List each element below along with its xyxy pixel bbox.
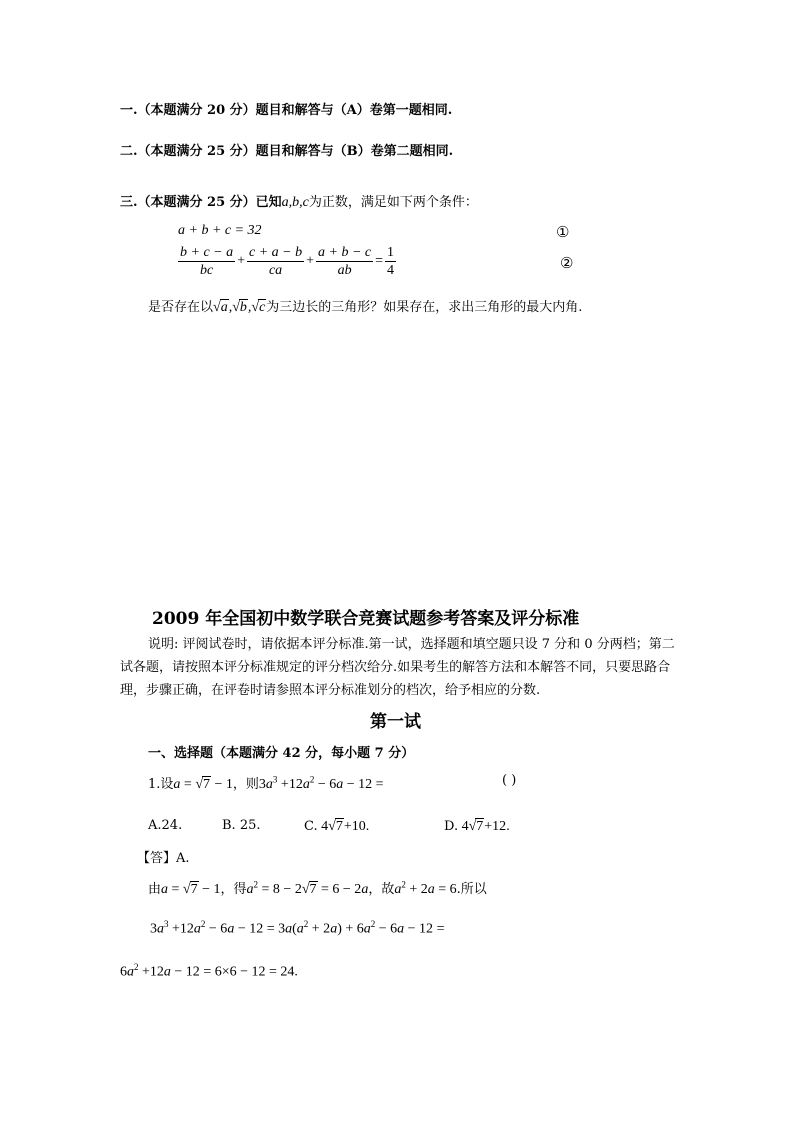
option-a: A.24. (148, 818, 183, 833)
fraction-3: $\frac{a + b - c}{ab}$ (318, 245, 372, 278)
solution-line-1: 由a = √7 − 1，得$a^2 = 8 - 2√7 = 6 - 2a$，故$a^2 + 2a = 6$.所以 (148, 879, 487, 897)
solution-line-2: $3a^3 +12a^2 - 6a - 12 = 3a(a^2 + 2a) + 6a^2 - 6a - 12$ = (150, 919, 445, 937)
fraction-rhs: $\frac{1}{4}$ (387, 245, 395, 278)
question-3-prefix: 三.（本题满分 25 分）已知 (120, 195, 282, 210)
question-1-line: 一.（本题满分 20 分）题目和解答与（A）卷第一题相同. (120, 103, 453, 118)
question-3-line (120, 191, 478, 211)
solution-line-3: $6a^2 +12a - 12 = 6\times 6 - 12 = 24$. (120, 962, 298, 980)
document-title: 2009 年全国初中数学联合竞赛试题参考答案及评分标准 (152, 609, 580, 629)
problem-1: 1.设a = √7 − 1，则$3a^3 +12a^2 - 6a - 12$ = (148, 774, 384, 792)
question-3-suffix: 为正数，满足如下两个条件： (308, 195, 478, 210)
question-3-vars: a,b,c (281, 195, 309, 210)
part-title: 第一试 (370, 712, 421, 732)
condition-1: a + b + c = 32 (178, 223, 262, 238)
section-heading: 一、选择题（本题满分 42 分，每小题 7 分） (148, 746, 415, 761)
answer-paren: ( ) (502, 773, 517, 788)
condition-2: $\frac{b + c - a}{bc}$ + $\frac{c + a - b}{ca}$ + $\frac{a + b - c}{ab}$ = $\frac{1}{4}$ (180, 245, 395, 278)
condition-1-marker: ① (556, 223, 570, 241)
answer-label: 【答】A. (137, 851, 190, 866)
scoring-note: 说明: 评阅试卷时，请依据本评分标准.第一试，选择题和填空题只设 7 分和 0 分两档；第二试各题，请按照本评分标准规定的评分档次给分.如果考生的解答方法和本解答不同，只要思路合理，步骤正确，在评卷时请参照本评分标准划分的档次，给予相应的分数. (120, 637, 675, 698)
question-3-ask: 是否存在以√a,√b,√c为三边长的三角形？如果存在，求出三角形的最大内角. (148, 300, 583, 315)
fraction-1: $\frac{b + c - a}{bc}$ (180, 245, 234, 278)
option-b: B. 25. (222, 818, 261, 833)
fraction-2: $\frac{c + a - b}{ca}$ (249, 245, 303, 278)
condition-2-marker: ② (560, 254, 574, 272)
question-2-line: 二.（本题满分 25 分）题目和解答与（B）卷第二题相同. (120, 144, 454, 159)
option-c: C. 4√7+10. (304, 819, 370, 834)
option-d: D. 4√7+12. (444, 819, 510, 834)
